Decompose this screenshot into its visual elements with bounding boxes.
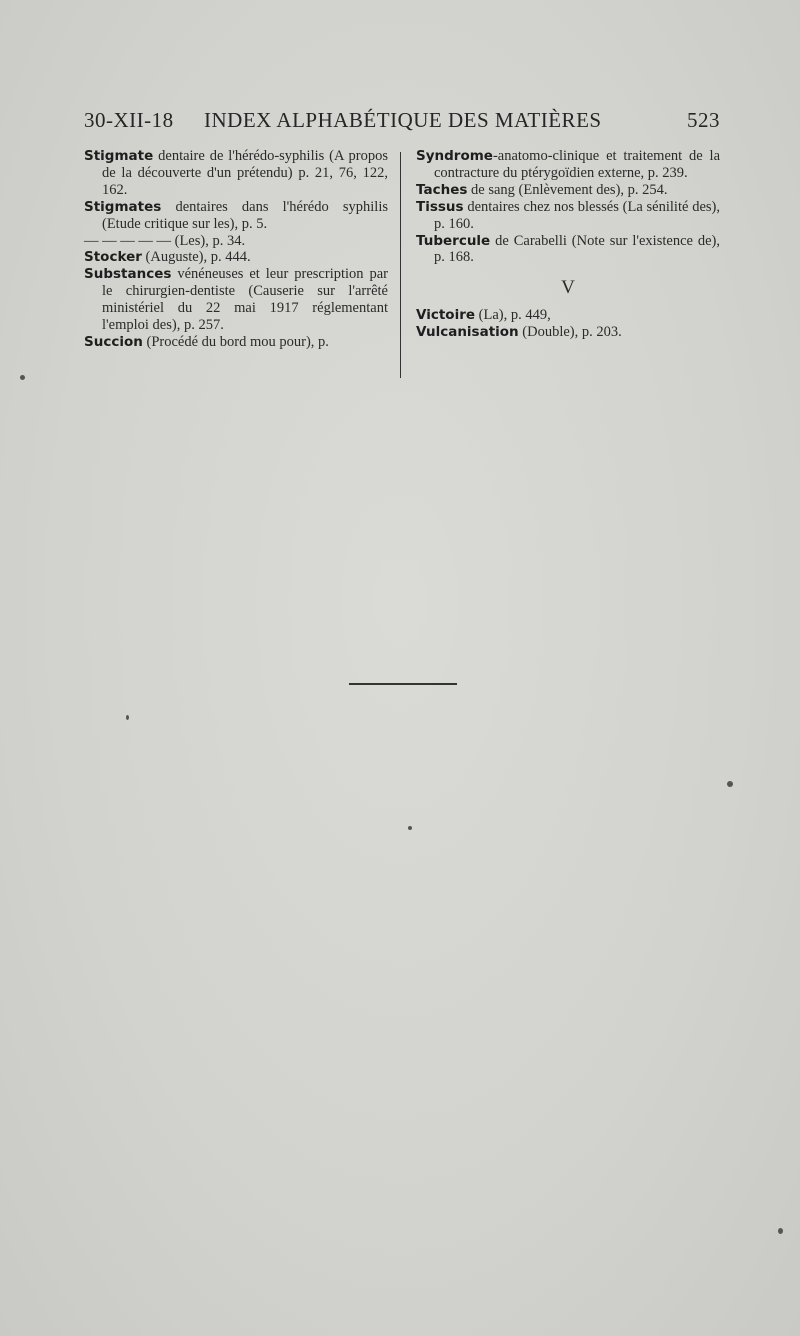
paper-speck <box>20 375 25 380</box>
end-rule <box>349 683 457 685</box>
header-title: INDEX ALPHABÉTIQUE DES MATIÈRES <box>204 108 602 132</box>
left-column <box>84 148 388 351</box>
index-entry: Syndrome-anatomo-clinique et traitement de la contracture du ptérygoïdien externe, p. 239. <box>416 148 720 181</box>
index-entry: Tubercule de Carabelli (Note sur l'existence de), p. 168. <box>416 232 720 266</box>
index-entry: Substances vénéneuses et leur prescription par le chirurgien-dentiste (Causerie sur l'arrêté ministériel du 22 mai 1917 réglementant l'emploi des), p. 257. <box>84 266 388 334</box>
index-entry: Vulcanisation (Double), p. 203. <box>416 324 622 341</box>
index-entry: Stigmates dentaires dans l'hérédo syphilis (Etude critique sur les), p. 5. <box>84 198 388 232</box>
right-column <box>416 148 720 341</box>
paper-speck <box>408 826 412 830</box>
paper-speck <box>126 715 129 720</box>
index-entry: — — — — — (Les), p. 34. <box>84 232 246 249</box>
paper-speck <box>778 1228 783 1234</box>
header-date: 30-XII-18 <box>84 108 174 132</box>
index-entry: Stocker (Auguste), p. 444. <box>84 249 251 266</box>
paper-speck <box>727 781 733 787</box>
index-entry: Tissus dentaires chez nos blessés (La sénilité des), p. 160. <box>416 198 720 232</box>
page-number: 523 <box>687 108 720 132</box>
index-entry: Victoire (La), p. 449, <box>416 307 551 324</box>
index-entry: Succion (Procédé du bord mou pour), p. <box>84 333 329 350</box>
index-entry: Stigmate dentaire de l'hérédo-syphilis (A propos de la découverte d'un prétendu) p. 21, 76, 122, 162. <box>84 148 388 198</box>
section-letter: V <box>561 277 575 299</box>
index-entry: Taches de sang (Enlèvement des), p. 254. <box>416 181 668 198</box>
column-divider <box>400 152 401 378</box>
